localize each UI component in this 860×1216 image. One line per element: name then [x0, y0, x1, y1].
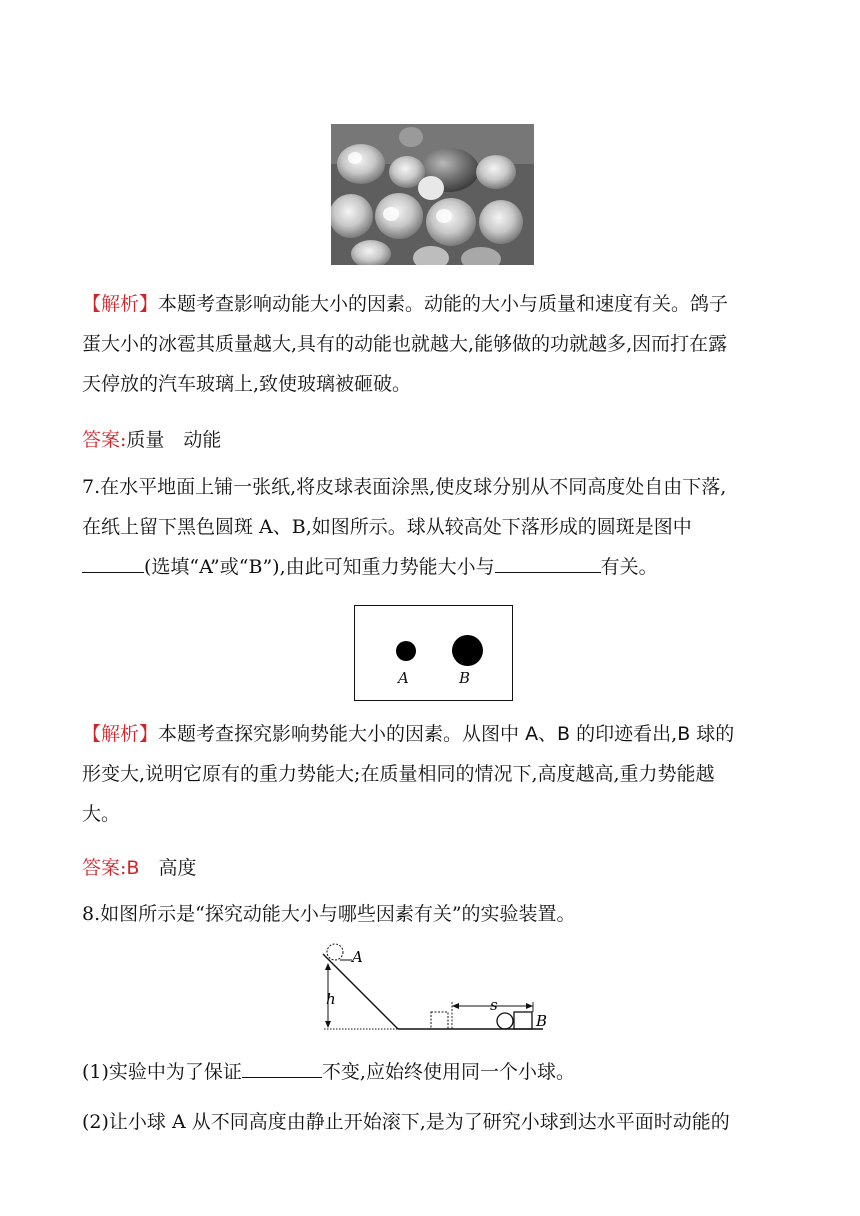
- answer-blank: [82, 554, 144, 573]
- analysis-text: 本题考查探究影响势能大小的因素。从图中: [158, 723, 526, 745]
- answer-value: B: [126, 857, 140, 879]
- ramp-figure: [310, 942, 560, 1034]
- answer-6: [82, 420, 782, 460]
- spot-b-label: B: [459, 669, 471, 687]
- question-8-sub: [82, 1052, 782, 1142]
- spot-a-label: A: [398, 669, 409, 687]
- ball-label-a: A: [352, 948, 363, 966]
- answer-blank: [495, 554, 601, 573]
- answer-blank: [242, 1059, 322, 1078]
- question-text: (1)实验中为了保证: [82, 1061, 242, 1083]
- question-8: [82, 894, 782, 934]
- analysis-text: 本题考查影响动能大小的因素。动能的大小与质量和速度有关。鸽子: [158, 293, 729, 315]
- height-label: h: [326, 990, 336, 1008]
- question-text: (选填“A”或“B”),由此可知重力势能大小与: [144, 556, 495, 578]
- analysis-text: 的印迹看出,: [570, 723, 678, 745]
- block-end: [514, 1012, 532, 1029]
- answer-label: 答案:: [82, 429, 127, 451]
- hailstone-photo: [331, 124, 534, 265]
- answer-value: 质量 动能: [126, 429, 222, 451]
- analysis-text: 球的: [690, 723, 735, 745]
- analysis-7: [82, 714, 782, 834]
- analysis-text: A、B: [525, 723, 571, 745]
- spots-figure: [354, 605, 513, 701]
- spot-b: [452, 635, 483, 666]
- question-text: 在纸上留下黑色圆斑 A、B,如图所示。球从较高处下落形成的圆斑是图中: [82, 516, 692, 538]
- block-label-b: B: [536, 1012, 548, 1030]
- analysis-text: 大。: [82, 803, 121, 825]
- question-text: 不变,应始终使用同一个小球。: [321, 1061, 575, 1083]
- ball-start: [327, 944, 343, 960]
- distance-label: s: [490, 996, 498, 1014]
- answer-value: 高度: [139, 857, 197, 879]
- arrow-head: [526, 1003, 533, 1009]
- analysis-tag: 【解析】: [82, 293, 159, 315]
- question-text: 8.如图所示是“探究动能大小与哪些因素有关”的实验装置。: [82, 903, 576, 925]
- block-start: [431, 1012, 448, 1029]
- hailstone-image: [331, 124, 534, 265]
- question-text: 7.在水平地面上铺一张纸,将皮球表面涂黑,使皮球分别从不同高度处自由下落,: [82, 476, 727, 498]
- question-text: (2)让小球 A 从不同高度由静止开始滚下,是为了研究小球到达水平面时动能的: [82, 1111, 730, 1133]
- analysis-text: B: [677, 723, 691, 745]
- arrow-head: [325, 1021, 331, 1028]
- question-7: [82, 467, 782, 587]
- analysis-text: 蛋大小的冰雹其质量越大,具有的动能也就越大,能够做的功就越多,因而打在露: [82, 333, 728, 355]
- question-text: 有关。: [600, 556, 658, 578]
- analysis-6: [82, 284, 782, 404]
- analysis-text: 天停放的汽车玻璃上,致使玻璃被砸破。: [82, 373, 412, 395]
- answer-label: 答案:: [82, 857, 127, 879]
- analysis-text: 形变大,说明它原有的重力势能大;在质量相同的情况下,高度越高,重力势能越: [82, 763, 715, 785]
- ball-end: [497, 1013, 513, 1029]
- analysis-tag: 【解析】: [82, 723, 159, 745]
- spot-a: [396, 641, 416, 661]
- arrow-head: [452, 1003, 459, 1009]
- arrow-head: [325, 963, 331, 970]
- answer-7: [82, 848, 782, 888]
